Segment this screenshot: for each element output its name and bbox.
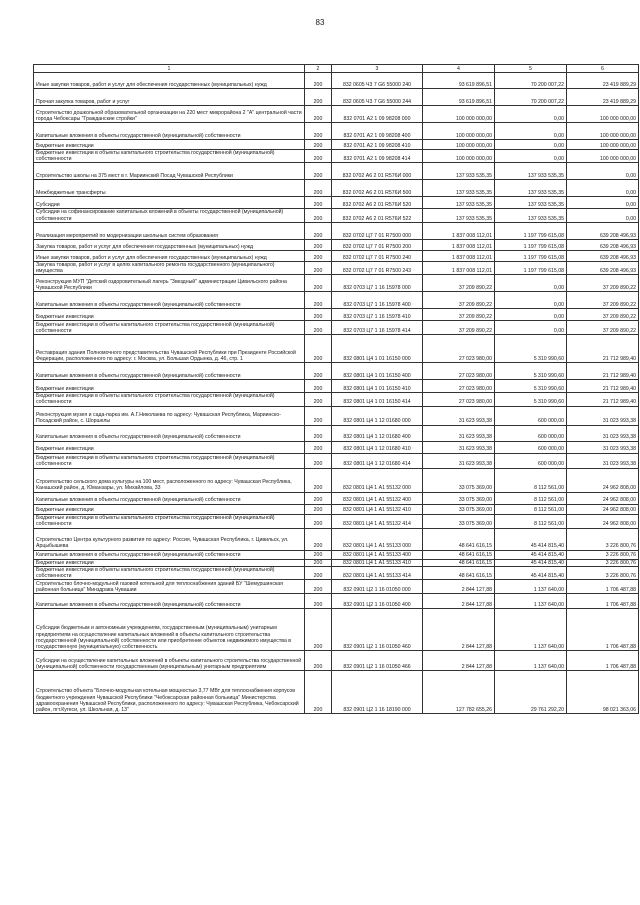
row-name: Закупка товаров, работ и услуг в целях капитального ремонта государственного (муниципального) имущества xyxy=(34,261,305,274)
row-kbk: 832 0801 Ц4 1 А1 55133 414 xyxy=(332,566,423,579)
row-total: 1 837 008 112,01 xyxy=(423,222,495,239)
row-value-2: 29 761 292,20 xyxy=(495,671,567,714)
page-number: 83 xyxy=(315,18,325,27)
row-value-3: 37 209 890,22 xyxy=(567,321,639,335)
row-value-3: 0,00 xyxy=(567,209,639,222)
row-kbk: 832 0801 Ц4 1 А1 55133 410 xyxy=(332,559,423,566)
row-kbk: 832 0702 Ц7 7 01 R7500 200 xyxy=(332,239,423,250)
header-col-4: 4 xyxy=(423,65,495,73)
row-total: 137 933 535,35 xyxy=(423,209,495,222)
row-value-3: 639 208 496,93 xyxy=(567,261,639,274)
row-value-2: 45 414 815,40 xyxy=(495,550,567,559)
row-name: Строительство сельского дома культуры на 100 мест, расположенного по адресу: Чувашская Республика, Канашский район, д. Юманзары, ул. Михайлова, 33 xyxy=(34,468,305,492)
row-total: 137 933 535,35 xyxy=(423,197,495,209)
row-total: 1 837 008 112,01 xyxy=(423,250,495,261)
row-total: 31 623 993,38 xyxy=(423,406,495,425)
row-name: Капитальные вложения в объекты государственной (муниципальной) собственности xyxy=(34,550,305,559)
row-total: 48 641 616,15 xyxy=(423,566,495,579)
row-kbk: 832 0703 Ц7 1 16 15978 000 xyxy=(332,275,423,292)
row-value-2: 137 933 535,35 xyxy=(495,180,567,197)
row-name: Бюджетные инвестиции в объекты капитального строительства государственной (муниципальной) собственности xyxy=(34,566,305,579)
row-total: 37 209 890,22 xyxy=(423,321,495,335)
table-row xyxy=(34,140,639,150)
row-code: 200 xyxy=(305,140,332,150)
row-total: 31 623 993,38 xyxy=(423,425,495,441)
row-name: Бюджетные инвестиции xyxy=(34,380,305,393)
row-code: 200 xyxy=(305,441,332,453)
row-value-3: 21 712 989,40 xyxy=(567,363,639,380)
row-total: 100 000 000,00 xyxy=(423,123,495,140)
row-value-2: 600 000,00 xyxy=(495,406,567,425)
row-code: 200 xyxy=(305,380,332,393)
row-value-3: 100 000 000,00 xyxy=(567,106,639,123)
row-kbk: 832 0703 Ц7 1 16 15978 400 xyxy=(332,292,423,309)
row-value-3: 0,00 xyxy=(567,197,639,209)
row-code: 200 xyxy=(305,528,332,550)
row-total: 37 209 890,22 xyxy=(423,275,495,292)
row-value-3: 1 706 487,88 xyxy=(567,651,639,671)
row-code: 200 xyxy=(305,504,332,514)
row-kbk: 832 0801 Ц4 1 А1 55132 000 xyxy=(332,468,423,492)
row-kbk: 832 0702 Ц7 7 01 R7500 000 xyxy=(332,222,423,239)
row-kbk: 832 0801 Ц4 1 12 01680 414 xyxy=(332,453,423,468)
row-value-3: 3 226 800,76 xyxy=(567,528,639,550)
row-name: Бюджетные инвестиции xyxy=(34,559,305,566)
row-value-3: 1 706 487,88 xyxy=(567,594,639,609)
row-value-3: 3 226 800,76 xyxy=(567,559,639,566)
row-total: 31 623 993,38 xyxy=(423,441,495,453)
row-value-3: 24 962 808,00 xyxy=(567,504,639,514)
table-row xyxy=(34,609,639,651)
row-name: Закупка товаров, работ и услуг для обеспечения государственных (муниципальных) нужд xyxy=(34,239,305,250)
row-name: Капитальные вложения в объекты государственной (муниципальной) собственности xyxy=(34,425,305,441)
row-name: Капитальные вложения в объекты государственной (муниципальной) собственности xyxy=(34,363,305,380)
table-row xyxy=(34,393,639,406)
row-total: 2 844 127,88 xyxy=(423,580,495,594)
row-value-2: 0,00 xyxy=(495,150,567,163)
row-name: Бюджетные инвестиции xyxy=(34,441,305,453)
row-value-2: 8 112 561,00 xyxy=(495,492,567,504)
row-code: 200 xyxy=(305,609,332,651)
row-kbk: 832 0702 Ц7 7 01 R7500 243 xyxy=(332,261,423,274)
row-name: Иные закупки товаров, работ и услуг для обеспечения государственных (муниципальных) нужд xyxy=(34,250,305,261)
row-value-3: 1 706 487,88 xyxy=(567,580,639,594)
row-value-3: 21 712 989,40 xyxy=(567,380,639,393)
row-code: 200 xyxy=(305,250,332,261)
row-name: Реализация мероприятий по модернизации школьных систем образования xyxy=(34,222,305,239)
row-kbk: 832 0901 Ц2 1 16 01050 400 xyxy=(332,594,423,609)
row-name: Субсидии xyxy=(34,197,305,209)
table-row xyxy=(34,222,639,239)
row-value-2: 5 310 990,60 xyxy=(495,380,567,393)
table-row xyxy=(34,275,639,292)
row-name: Субсидии бюджетным и автономным учреждениям, государственным (муниципальным) унитарным предприятиям на осуществление капитальных вложений в объекты капитального строительства государственной (муниципальной) собственности или приобретение объектов недвижимого имущества в государственную (муниципальную) собственность xyxy=(34,609,305,651)
row-kbk: 832 0801 Ц4 1 01 16150 414 xyxy=(332,393,423,406)
row-name: Бюджетные инвестиции в объекты капитального строительства государственной (муниципальной) собственности xyxy=(34,514,305,528)
row-value-2: 0,00 xyxy=(495,321,567,335)
row-value-3: 98 021 363,06 xyxy=(567,671,639,714)
row-value-3: 24 962 808,00 xyxy=(567,492,639,504)
row-name: Межбюджетные трансферты xyxy=(34,180,305,197)
row-name: Субсидии на софинансирование капитальных вложений в объекты государственной (муниципальной) собственности xyxy=(34,209,305,222)
row-total: 2 844 127,88 xyxy=(423,609,495,651)
row-code: 200 xyxy=(305,222,332,239)
row-name: Реконструкция музея и сада-парка им. А.Г.Николаева по адресу: Чувашская Республика, Мариинско-Посадский район, с. Шоршелы xyxy=(34,406,305,425)
row-value-2: 1 197 799 615,08 xyxy=(495,250,567,261)
row-value-3: 100 000 000,00 xyxy=(567,140,639,150)
row-total: 1 837 008 112,01 xyxy=(423,239,495,250)
row-value-3: 21 712 989,40 xyxy=(567,393,639,406)
row-kbk: 832 0801 Ц4 1 12 01680 000 xyxy=(332,406,423,425)
row-name: Строительство блочно-модульной газовой котельной для теплоснабжения зданий БУ "Шемуршинская районная больница" Минздрава Чувашии xyxy=(34,580,305,594)
row-value-2: 70 200 007,22 xyxy=(495,89,567,106)
row-code: 200 xyxy=(305,559,332,566)
row-value-3: 31 023 993,38 xyxy=(567,441,639,453)
table-row xyxy=(34,492,639,504)
row-kbk: 832 0701 А2 1 09 98208 410 xyxy=(332,140,423,150)
row-code: 200 xyxy=(305,209,332,222)
row-total: 27 023 980,00 xyxy=(423,393,495,406)
row-code: 200 xyxy=(305,594,332,609)
row-code: 200 xyxy=(305,292,332,309)
row-value-2: 0,00 xyxy=(495,309,567,321)
table-row xyxy=(34,566,639,579)
row-value-3: 639 208 496,93 xyxy=(567,250,639,261)
row-value-3: 0,00 xyxy=(567,180,639,197)
row-kbk: 832 0703 Ц7 1 16 15978 414 xyxy=(332,321,423,335)
row-name: Строительство дошкольной образовательной организации на 220 мест микрорайона 2 "А" центральной части города Чебоксары "Гражданские стройки" xyxy=(34,106,305,123)
row-value-3: 21 712 989,40 xyxy=(567,335,639,363)
row-kbk: 832 0801 Ц4 1 12 01680 400 xyxy=(332,425,423,441)
table-row xyxy=(34,514,639,528)
row-code: 200 xyxy=(305,335,332,363)
row-value-2: 45 414 815,40 xyxy=(495,528,567,550)
header-col-1: 1 xyxy=(34,65,305,73)
row-total: 31 623 993,38 xyxy=(423,453,495,468)
row-kbk: 832 0702 А6 2 01 R576И 500 xyxy=(332,180,423,197)
row-code: 200 xyxy=(305,492,332,504)
row-name: Бюджетные инвестиции xyxy=(34,140,305,150)
table-row xyxy=(34,580,639,594)
row-total: 100 000 000,00 xyxy=(423,150,495,163)
row-value-3: 3 226 800,76 xyxy=(567,566,639,579)
row-code: 200 xyxy=(305,309,332,321)
row-kbk: 832 0801 Ц4 1 А1 55132 410 xyxy=(332,504,423,514)
row-code: 200 xyxy=(305,106,332,123)
row-value-2: 5 310 990,60 xyxy=(495,335,567,363)
table-row xyxy=(34,250,639,261)
row-name: Бюджетные инвестиции в объекты капитального строительства государственной (муниципальной) собственности xyxy=(34,393,305,406)
table-row xyxy=(34,261,639,274)
table-row xyxy=(34,468,639,492)
row-value-2: 0,00 xyxy=(495,140,567,150)
row-value-2: 8 112 561,00 xyxy=(495,514,567,528)
row-kbk: 832 0801 Ц4 1 01 16150 000 xyxy=(332,335,423,363)
row-value-2: 1 197 799 615,08 xyxy=(495,261,567,274)
row-code: 200 xyxy=(305,73,332,89)
row-code: 200 xyxy=(305,453,332,468)
row-code: 200 xyxy=(305,580,332,594)
row-value-2: 0,00 xyxy=(495,123,567,140)
row-code: 200 xyxy=(305,393,332,406)
row-name: Реконструкция МУП "Детский оздоровительный лагерь "Звездный" администрации Цивильского района Чувашской Республики xyxy=(34,275,305,292)
row-value-2: 137 933 535,35 xyxy=(495,197,567,209)
row-value-2: 137 933 535,35 xyxy=(495,209,567,222)
row-value-2: 1 137 640,00 xyxy=(495,580,567,594)
row-value-2: 45 414 815,40 xyxy=(495,566,567,579)
row-value-2: 8 112 561,00 xyxy=(495,504,567,514)
row-code: 200 xyxy=(305,671,332,714)
row-name: Капитальные вложения в объекты государственной (муниципальной) собственности xyxy=(34,492,305,504)
row-value-2: 0,00 xyxy=(495,106,567,123)
row-value-2: 600 000,00 xyxy=(495,441,567,453)
row-kbk: 832 0701 А2 1 09 98208 414 xyxy=(332,150,423,163)
table-row xyxy=(34,163,639,180)
row-code: 200 xyxy=(305,275,332,292)
table-row xyxy=(34,180,639,197)
row-value-2: 5 310 990,60 xyxy=(495,393,567,406)
row-kbk: 832 0701 А2 1 09 98208 000 xyxy=(332,106,423,123)
table-row xyxy=(34,123,639,140)
table-row xyxy=(34,292,639,309)
budget-table xyxy=(33,64,639,714)
row-name: Бюджетные инвестиции в объекты капитального строительства государственной (муниципальной) собственности xyxy=(34,321,305,335)
row-kbk: 832 0801 Ц4 1 12 01680 410 xyxy=(332,441,423,453)
row-value-3: 3 226 800,76 xyxy=(567,550,639,559)
table-row xyxy=(34,651,639,671)
table-row xyxy=(34,335,639,363)
row-code: 200 xyxy=(305,550,332,559)
row-kbk: 832 0702 Ц7 7 01 R7500 240 xyxy=(332,250,423,261)
row-kbk: 832 0605 Ч3 7 G6 55000 240 xyxy=(332,73,423,89)
row-kbk: 832 0801 Ц4 1 А1 55132 400 xyxy=(332,492,423,504)
row-kbk: 832 0701 А2 1 09 98208 400 xyxy=(332,123,423,140)
row-value-3: 31 023 993,38 xyxy=(567,406,639,425)
row-kbk: 832 0801 Ц4 1 01 16150 410 xyxy=(332,380,423,393)
row-kbk: 832 0703 Ц7 1 16 15978 410 xyxy=(332,309,423,321)
row-value-2: 137 933 535,35 xyxy=(495,163,567,180)
table-row xyxy=(34,425,639,441)
row-kbk: 832 0702 А6 2 01 R576И 000 xyxy=(332,163,423,180)
row-total: 27 023 980,00 xyxy=(423,363,495,380)
table-row xyxy=(34,441,639,453)
row-total: 48 641 616,15 xyxy=(423,550,495,559)
row-total: 27 023 980,00 xyxy=(423,380,495,393)
row-code: 200 xyxy=(305,406,332,425)
row-total: 2 844 127,88 xyxy=(423,651,495,671)
row-value-3: 100 000 000,00 xyxy=(567,123,639,140)
row-total: 33 075 369,00 xyxy=(423,504,495,514)
row-total: 2 844 127,88 xyxy=(423,594,495,609)
row-value-3: 100 000 000,00 xyxy=(567,150,639,163)
row-name: Бюджетные инвестиции xyxy=(34,504,305,514)
row-kbk: 832 0702 А6 2 01 R576И 522 xyxy=(332,209,423,222)
row-total: 33 075 369,00 xyxy=(423,468,495,492)
table-header-row xyxy=(34,65,639,73)
row-value-2: 0,00 xyxy=(495,292,567,309)
row-name: Капитальные вложения в объекты государственной (муниципальной) собственности xyxy=(34,292,305,309)
header-col-5: 5 xyxy=(495,65,567,73)
row-total: 93 619 896,51 xyxy=(423,73,495,89)
table-row xyxy=(34,106,639,123)
row-value-2: 45 414 815,40 xyxy=(495,559,567,566)
row-code: 200 xyxy=(305,261,332,274)
row-value-2: 8 112 561,00 xyxy=(495,468,567,492)
row-code: 200 xyxy=(305,180,332,197)
row-value-2: 70 200 007,22 xyxy=(495,73,567,89)
table-row xyxy=(34,380,639,393)
row-value-3: 31 023 993,38 xyxy=(567,453,639,468)
table-row xyxy=(34,321,639,335)
row-value-3: 23 419 889,29 xyxy=(567,73,639,89)
table-row xyxy=(34,150,639,163)
header-col-3: 3 xyxy=(332,65,423,73)
table-row xyxy=(34,406,639,425)
row-value-3: 639 208 496,93 xyxy=(567,222,639,239)
row-code: 200 xyxy=(305,566,332,579)
row-code: 200 xyxy=(305,514,332,528)
row-value-3: 24 962 808,00 xyxy=(567,514,639,528)
table-row xyxy=(34,89,639,106)
table-body xyxy=(34,73,639,714)
row-total: 33 075 369,00 xyxy=(423,514,495,528)
row-value-3: 23 419 889,29 xyxy=(567,89,639,106)
row-value-3: 1 706 487,88 xyxy=(567,609,639,651)
table-row xyxy=(34,73,639,89)
row-value-3: 0,00 xyxy=(567,163,639,180)
row-kbk: 832 0801 Ц4 1 01 16150 400 xyxy=(332,363,423,380)
table-row xyxy=(34,363,639,380)
row-value-2: 600 000,00 xyxy=(495,425,567,441)
row-name: Строительство школы на 375 мест в г. Мариинский Посад Чувашской Республики xyxy=(34,163,305,180)
row-value-3: 37 209 890,22 xyxy=(567,275,639,292)
row-value-2: 1 137 640,00 xyxy=(495,609,567,651)
row-kbk: 832 0801 Ц4 1 А1 55133 000 xyxy=(332,528,423,550)
table-row xyxy=(34,550,639,559)
row-total: 37 209 890,22 xyxy=(423,292,495,309)
row-value-3: 24 962 808,00 xyxy=(567,468,639,492)
row-name: Строительство Центра культурного развития по адресу: Россия, Чувашская Республика, г. Цивильск, ул. Арцыбышева xyxy=(34,528,305,550)
row-name: Бюджетные инвестиции в объекты капитального строительства государственной (муниципальной) собственности xyxy=(34,150,305,163)
header-col-2: 2 xyxy=(305,65,332,73)
table-row xyxy=(34,559,639,566)
row-name: Строительство объекта "Блочно-модульная котельная мощностью 3,77 МВт для теплоснабжения корпусов бюджетного учреждения Чувашской Республики "Чебоксарская районная больница" Министерства здравоохранения Чувашской Республики, расположенного по адресу: Чувашская Республика, Чебоксарский район, пгт.Кугеси, ул. Школьная, д. 13" xyxy=(34,671,305,714)
table-row xyxy=(34,594,639,609)
row-value-2: 5 310 990,60 xyxy=(495,363,567,380)
row-total: 1 837 008 112,01 xyxy=(423,261,495,274)
row-total: 48 641 616,15 xyxy=(423,559,495,566)
row-total: 100 000 000,00 xyxy=(423,140,495,150)
row-total: 137 933 535,35 xyxy=(423,180,495,197)
row-total: 137 933 535,35 xyxy=(423,163,495,180)
row-code: 200 xyxy=(305,239,332,250)
row-total: 27 023 980,00 xyxy=(423,335,495,363)
table-row xyxy=(34,671,639,714)
table-row xyxy=(34,209,639,222)
row-code: 200 xyxy=(305,651,332,671)
table-row xyxy=(34,528,639,550)
row-value-2: 1 137 640,00 xyxy=(495,594,567,609)
row-code: 200 xyxy=(305,363,332,380)
row-name: Бюджетные инвестиции в объекты капитального строительства государственной (муниципальной) собственности xyxy=(34,453,305,468)
row-value-2: 0,00 xyxy=(495,275,567,292)
row-total: 93 619 896,51 xyxy=(423,89,495,106)
row-code: 200 xyxy=(305,163,332,180)
row-value-3: 639 208 496,93 xyxy=(567,239,639,250)
row-code: 200 xyxy=(305,468,332,492)
table-row xyxy=(34,504,639,514)
row-kbk: 832 0801 Ц4 1 А1 55133 400 xyxy=(332,550,423,559)
row-total: 37 209 890,22 xyxy=(423,309,495,321)
table-row xyxy=(34,197,639,209)
row-kbk: 832 0901 Ц2 1 16 01050 000 xyxy=(332,580,423,594)
row-name: Иные закупки товаров, работ и услуг для обеспечения государственных (муниципальных) нужд xyxy=(34,73,305,89)
row-kbk: 832 0605 Ч3 7 G6 55000 244 xyxy=(332,89,423,106)
table-row xyxy=(34,453,639,468)
row-value-3: 31 023 993,38 xyxy=(567,425,639,441)
row-name: Бюджетные инвестиции xyxy=(34,309,305,321)
row-kbk: 832 0702 А6 2 01 R576И 520 xyxy=(332,197,423,209)
row-total: 33 075 369,00 xyxy=(423,492,495,504)
row-code: 200 xyxy=(305,89,332,106)
row-name: Прочая закупка товаров, работ и услуг xyxy=(34,89,305,106)
row-code: 200 xyxy=(305,321,332,335)
row-value-2: 1 197 799 615,08 xyxy=(495,222,567,239)
header-col-6: 6 xyxy=(567,65,639,73)
row-kbk: 832 0901 Ц2 1 16 01050 466 xyxy=(332,651,423,671)
row-kbk: 832 0901 Ц2 1 16 01050 460 xyxy=(332,609,423,651)
row-value-3: 37 209 890,22 xyxy=(567,292,639,309)
row-code: 200 xyxy=(305,425,332,441)
row-code: 200 xyxy=(305,197,332,209)
row-name: Субсидии на осуществление капитальных вложений в объекты капитального строительства государственной (муниципальной) собственности государственным (муниципальным) унитарным предприятиям xyxy=(34,651,305,671)
row-value-2: 1 197 799 615,08 xyxy=(495,239,567,250)
row-value-2: 600 000,00 xyxy=(495,453,567,468)
table-row xyxy=(34,309,639,321)
row-total: 48 641 616,15 xyxy=(423,528,495,550)
row-value-2: 1 137 640,00 xyxy=(495,651,567,671)
row-code: 200 xyxy=(305,150,332,163)
row-name: Капитальные вложения в объекты государственной (муниципальной) собственности xyxy=(34,123,305,140)
row-kbk: 832 0901 Ц2 1 16 18190 000 xyxy=(332,671,423,714)
row-value-3: 37 209 890,22 xyxy=(567,309,639,321)
row-total: 127 782 655,26 xyxy=(423,671,495,714)
row-total: 100 000 000,00 xyxy=(423,106,495,123)
row-name: Реставрация здания Полномочного представительства Чувашской Республики при Президенте Российской Федерации, расположенного по адресу: г. Москва, ул. Большая Ордынка, д. 46, стр. 1 xyxy=(34,335,305,363)
row-code: 200 xyxy=(305,123,332,140)
row-kbk: 832 0801 Ц4 1 А1 55132 414 xyxy=(332,514,423,528)
row-name: Капитальные вложения в объекты государственной (муниципальной) собственности xyxy=(34,594,305,609)
table-row xyxy=(34,239,639,250)
